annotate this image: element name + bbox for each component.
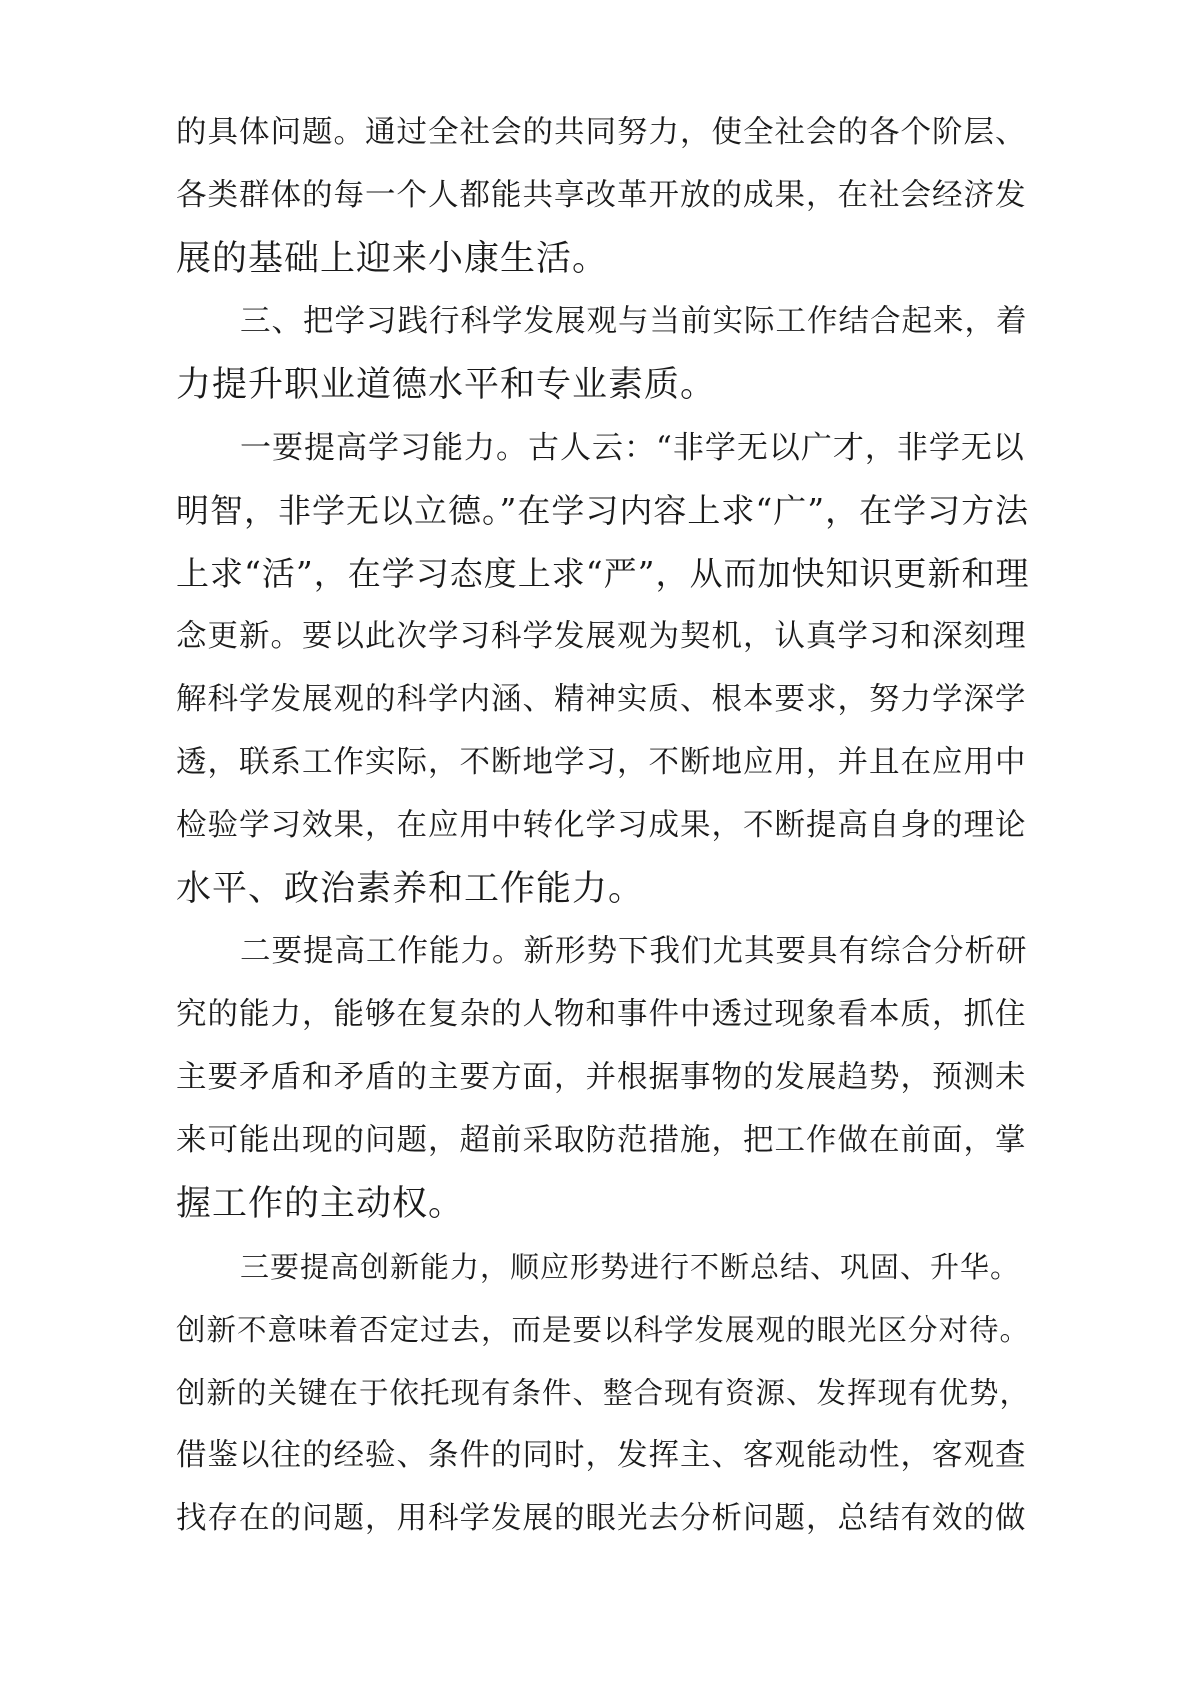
text-line: 上求“活”，在学习态度上求“严”，从而加快知识更新和理 xyxy=(176,554,1030,593)
text-line: 水平、政治素养和工作能力。 xyxy=(176,869,645,909)
text-line: 展的基础上迎来小康生活。 xyxy=(176,239,609,279)
text-line: 念更新。要以此次学习科学发展观为契机，认真学习和深刻理 xyxy=(176,619,1027,654)
text-line: 各类群体的每一个人都能共享改革开放的成果，在社会经济发 xyxy=(176,178,1027,213)
text-line: 创新不意味着否定过去，而是要以科学发展观的眼光区分对待。 xyxy=(176,1313,1031,1347)
text-line: 握工作的主动权。 xyxy=(176,1184,465,1224)
text-line: 二要提高工作能力。新形势下我们尤其要具有综合分析研 xyxy=(240,934,1028,969)
text-line: 明智，非学无以立德。”在学习内容上求“广”，在学习方法 xyxy=(176,491,1030,530)
text-line: 透，联系工作实际，不断地学习，不断地应用，并且在应用中 xyxy=(176,745,1027,780)
text-line: 来可能出现的问题，超前采取防范措施，把工作做在前面，掌 xyxy=(176,1123,1027,1158)
text-line: 找存在的问题，用科学发展的眼光去分析问题，总结有效的做 xyxy=(176,1501,1027,1536)
text-line: 一要提高学习能力。古人云：“非学无以广才，非学无以 xyxy=(240,430,1025,466)
text-line: 究的能力，能够在复杂的人物和事件中透过现象看本质，抓住 xyxy=(176,997,1027,1032)
text-line: 三要提高创新能力，顺应形势进行不断总结、巩固、升华。 xyxy=(240,1250,1021,1284)
text-line: 主要矛盾和矛盾的主要方面，并根据事物的发展趋势，预测未 xyxy=(176,1060,1027,1095)
text-line: 借鉴以往的经验、条件的同时，发挥主、客观能动性，客观查 xyxy=(176,1438,1027,1473)
section-heading-line: 力提升职业道德水平和专业素质。 xyxy=(176,365,717,405)
section-heading-line: 三、把学习践行科学发展观与当前实际工作结合起来，着 xyxy=(240,304,1028,339)
text-line: 解科学发展观的科学内涵、精神实质、根本要求，努力学深学 xyxy=(176,682,1027,717)
text-line: 创新的关键在于依托现有条件、整合现有资源、发挥现有优势， xyxy=(176,1376,1031,1410)
text-line: 检验学习效果，在应用中转化学习成果，不断提高自身的理论 xyxy=(176,808,1027,843)
text-line: 的具体问题。通过全社会的共同努力，使全社会的各个阶层、 xyxy=(176,115,1027,150)
